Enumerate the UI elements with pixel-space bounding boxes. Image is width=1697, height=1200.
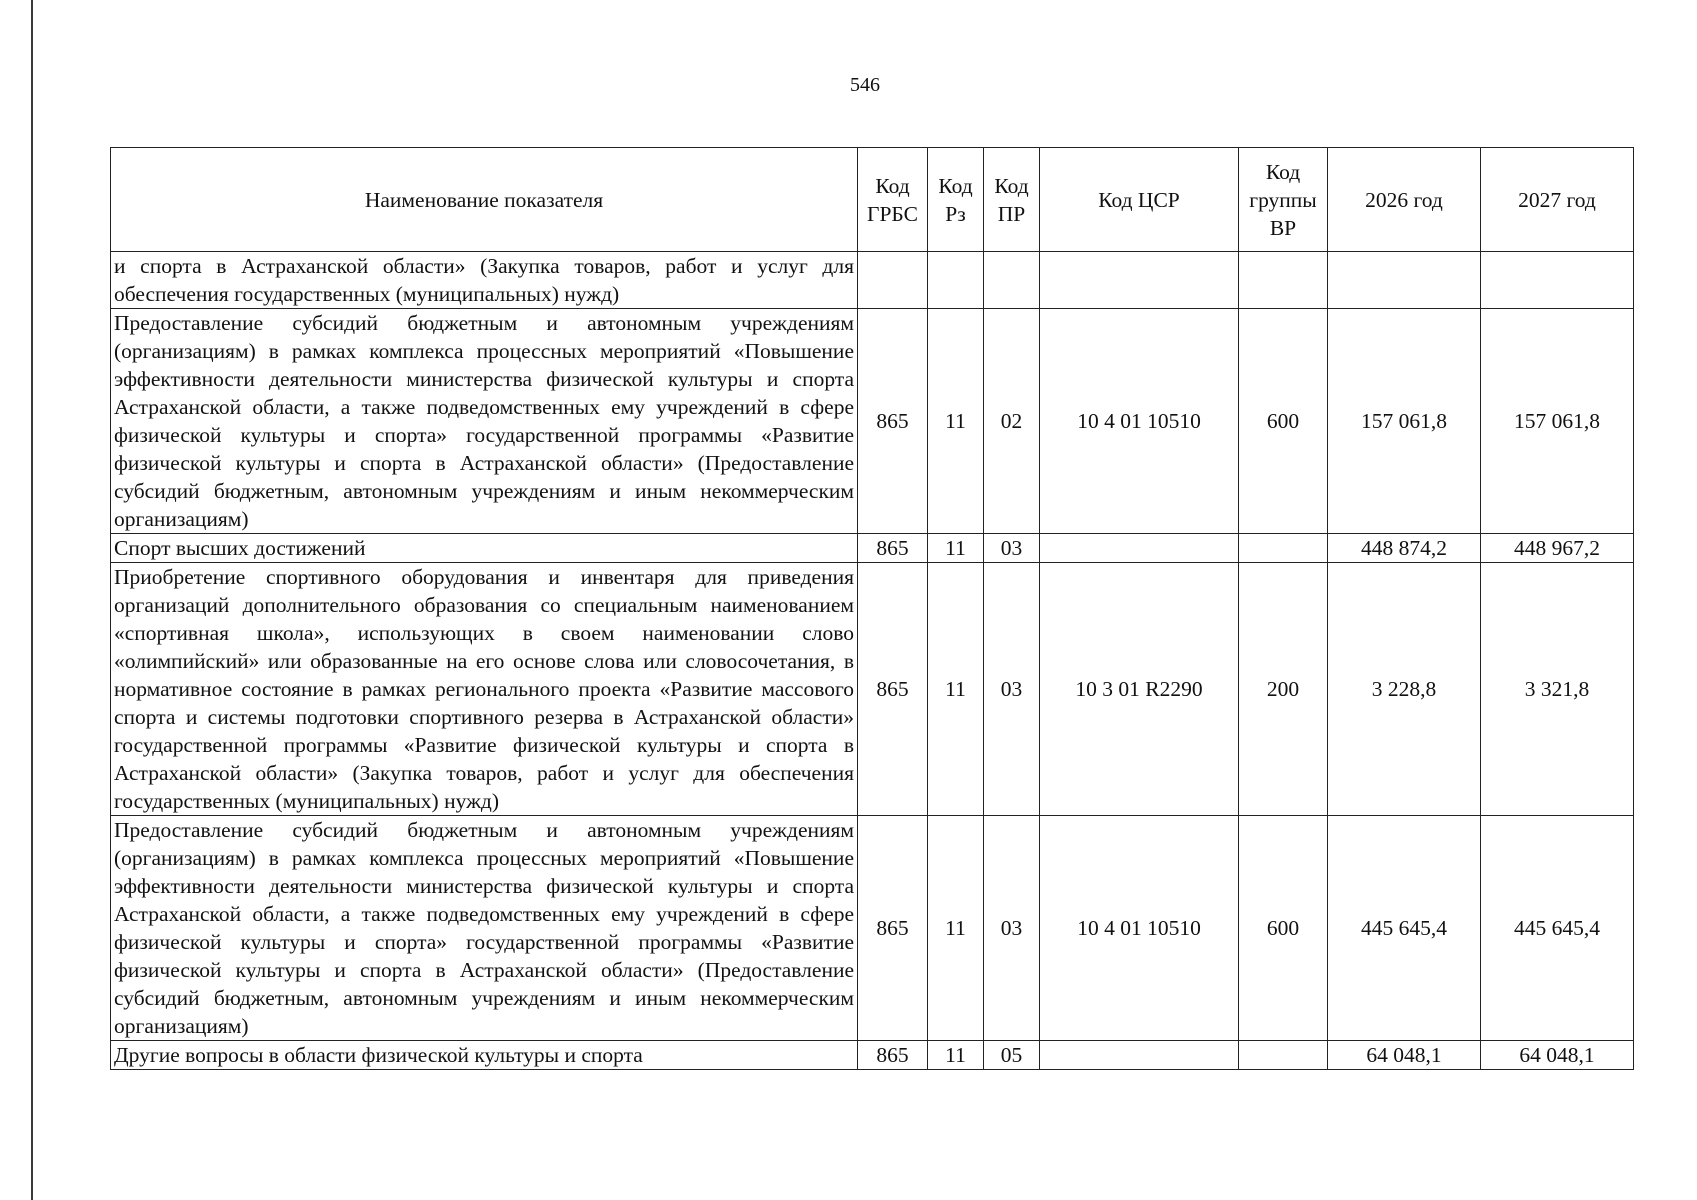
- row-pr: 02: [984, 309, 1040, 534]
- row-rz: [928, 252, 984, 309]
- row-vr: 200: [1239, 563, 1328, 816]
- header-2027: 2027 год: [1481, 148, 1634, 252]
- row-grbs: 865: [858, 563, 928, 816]
- row-name: Другие вопросы в области физической культуры и спорта: [111, 1041, 858, 1070]
- row-rz: 11: [928, 534, 984, 563]
- row-name: Спорт высших достижений: [111, 534, 858, 563]
- row-name: Предоставление субсидий бюджетным и автономным учреждениям (организациям) в рамках комплекса процессных мероприятий «Повышение эффективности деятельности министерства физической культуры и спорта Астраханской области, а также подведомственных ему учреждений в сфере физической культуры и спорта» государственной программы «Развитие физической культуры и спорта в Астраханской области» (Предоставление субсидий бюджетным, автономным учреждениям и иным некоммерческим организациям): [111, 816, 858, 1041]
- row-pr: 03: [984, 816, 1040, 1041]
- header-grbs: Код ГРБС: [858, 148, 928, 252]
- row-2026: 64 048,1: [1328, 1041, 1481, 1070]
- row-2026: 3 228,8: [1328, 563, 1481, 816]
- row-rz: 11: [928, 563, 984, 816]
- header-rz: Код Рз: [928, 148, 984, 252]
- table-row: [111, 309, 1634, 534]
- row-2026: 445 645,4: [1328, 816, 1481, 1041]
- row-pr: 03: [984, 563, 1040, 816]
- row-csr: [1040, 252, 1239, 309]
- page-number: 546: [850, 74, 880, 96]
- row-csr: 10 4 01 10510: [1040, 309, 1239, 534]
- row-vr: 600: [1239, 816, 1328, 1041]
- row-grbs: [858, 252, 928, 309]
- row-2027: 64 048,1: [1481, 1041, 1634, 1070]
- row-grbs: 865: [858, 816, 928, 1041]
- row-2027: 445 645,4: [1481, 816, 1634, 1041]
- header-vr: Код группы ВР: [1239, 148, 1328, 252]
- row-2026: 157 061,8: [1328, 309, 1481, 534]
- table-row: [111, 563, 1634, 816]
- row-2027: 448 967,2: [1481, 534, 1634, 563]
- header-name: Наименование показателя: [111, 148, 858, 252]
- header-2026: 2026 год: [1328, 148, 1481, 252]
- row-rz: 11: [928, 1041, 984, 1070]
- row-2027: [1481, 252, 1634, 309]
- row-vr: [1239, 1041, 1328, 1070]
- row-grbs: 865: [858, 309, 928, 534]
- table-row: [111, 534, 1634, 563]
- row-rz: 11: [928, 816, 984, 1041]
- table-header-row: [111, 148, 1634, 252]
- header-csr: Код ЦСР: [1040, 148, 1239, 252]
- row-pr: [984, 252, 1040, 309]
- row-csr: [1040, 1041, 1239, 1070]
- row-vr: [1239, 534, 1328, 563]
- row-csr: 10 4 01 10510: [1040, 816, 1239, 1041]
- row-vr: 600: [1239, 309, 1328, 534]
- row-grbs: 865: [858, 534, 928, 563]
- row-2026: 448 874,2: [1328, 534, 1481, 563]
- row-2027: 157 061,8: [1481, 309, 1634, 534]
- row-vr: [1239, 252, 1328, 309]
- row-2026: [1328, 252, 1481, 309]
- table-row: [111, 252, 1634, 309]
- row-pr: 05: [984, 1041, 1040, 1070]
- row-name: Приобретение спортивного оборудования и инвентаря для приведения организаций дополнительного образования со специальным наименованием «спортивная школа», использующих в своем наименовании слово «олимпийский» или образованные на его основе слова или словосочетания, в нормативное состояние в рамках регионального проекта «Развитие массового спорта и системы подготовки спортивного резерва в Астраханской области» государственной программы «Развитие физической культуры и спорта в Астраханской области» (Закупка товаров, работ и услуг для обеспечения государственных (муниципальных) нужд): [111, 563, 858, 816]
- row-pr: 03: [984, 534, 1040, 563]
- row-csr: [1040, 534, 1239, 563]
- row-name: Предоставление субсидий бюджетным и автономным учреждениям (организациям) в рамках комплекса процессных мероприятий «Повышение эффективности деятельности министерства физической культуры и спорта Астраханской области, а также подведомственных ему учреждений в сфере физической культуры и спорта» государственной программы «Развитие физической культуры и спорта в Астраханской области» (Предоставление субсидий бюджетным, автономным учреждениям и иным некоммерческим организациям): [111, 309, 858, 534]
- budget-table: [110, 147, 1634, 1070]
- table-row: [111, 816, 1634, 1041]
- row-rz: 11: [928, 309, 984, 534]
- row-name: и спорта в Астраханской области» (Закупка товаров, работ и услуг для обеспечения государственных (муниципальных) нужд): [111, 252, 858, 309]
- row-grbs: 865: [858, 1041, 928, 1070]
- header-pr: Код ПР: [984, 148, 1040, 252]
- scan-edge-line: [31, 0, 33, 1200]
- row-csr: 10 3 01 R2290: [1040, 563, 1239, 816]
- table-row: [111, 1041, 1634, 1070]
- row-2027: 3 321,8: [1481, 563, 1634, 816]
